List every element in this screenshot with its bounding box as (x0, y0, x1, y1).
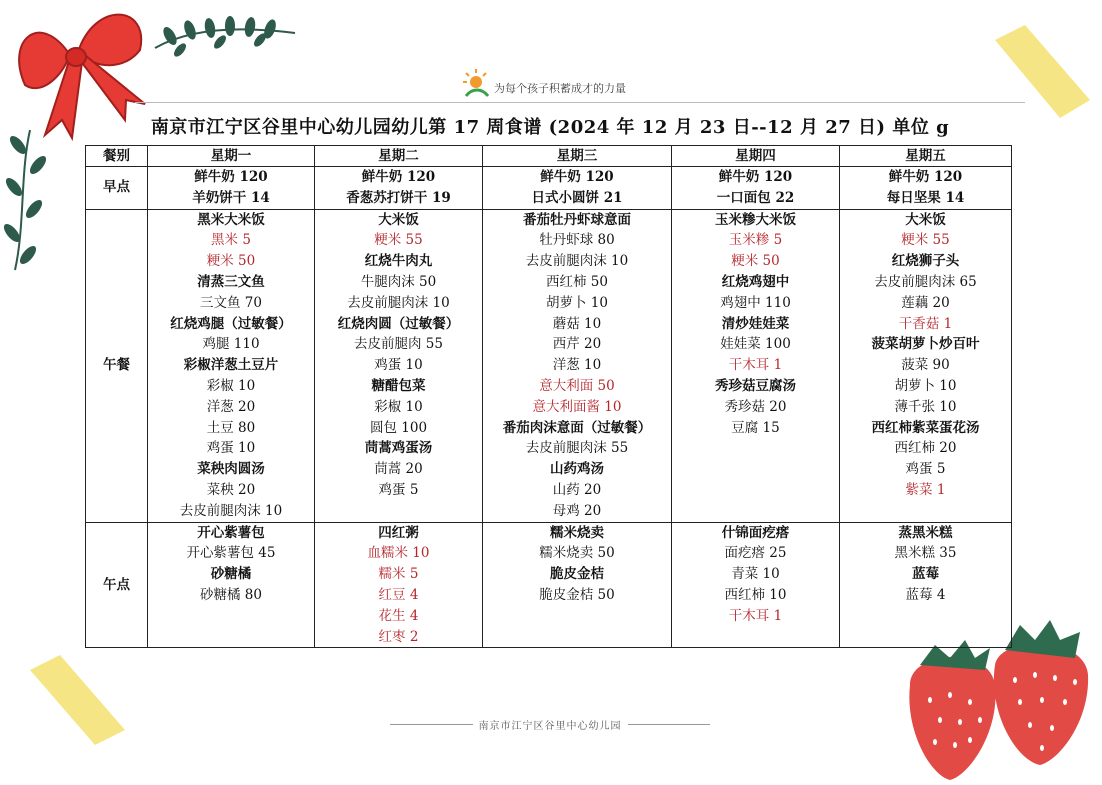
slogan-text: 为每个孩子积蓄成才的力量 (494, 82, 626, 95)
day-header: 星期一 (148, 146, 315, 167)
header-row (86, 146, 1012, 167)
ingredient: 牡丹虾球 80 (539, 232, 615, 249)
dish-name: 红烧鸡腿（过敏餐） (170, 315, 292, 332)
dish-name: 香葱苏打饼干 19 (346, 189, 451, 206)
ingredient: 粳米 55 (901, 232, 950, 249)
ingredient: 莲藕 20 (901, 294, 950, 311)
dish-name: 鲜牛奶 120 (888, 169, 963, 185)
dish-name: 番茄肉沫意面（过敏餐） (502, 419, 652, 436)
corner-header: 餐别 (86, 146, 148, 167)
weekly-menu-table (85, 145, 1012, 648)
menu-cell (148, 522, 315, 648)
page-title: 南京市江宁区谷里中心幼儿园幼儿第 17 周食谱 (2024 年 12 月 23 日--12 月 27 日) 单位 g (150, 117, 950, 138)
ingredient: 面疙瘩 25 (724, 545, 787, 562)
dish-name: 羊奶饼干 14 (192, 189, 270, 206)
dish-name: 菜秧肉圆汤 (197, 461, 265, 478)
dish-name: 彩椒洋葱土豆片 (183, 357, 279, 374)
ingredient: 紫菜 1 (905, 481, 946, 498)
meal-label: 早点 (86, 167, 148, 210)
menu-cell (840, 167, 1012, 210)
ingredient: 西红柿 50 (546, 273, 608, 290)
ingredient: 秀珍菇 20 (724, 398, 787, 415)
ingredient: 去皮前腿肉沫 65 (874, 273, 977, 290)
ingredient: 胡萝卜 10 (546, 294, 608, 311)
meal-row-afternoon (86, 522, 1012, 648)
ingredient: 土豆 80 (206, 419, 256, 436)
dish-name: 大米饭 (905, 211, 946, 228)
meal-label: 午点 (86, 522, 148, 648)
ingredient: 红枣 2 (378, 628, 419, 645)
ingredient: 意大利面酱 10 (532, 398, 622, 415)
dish-name: 四红粥 (378, 524, 419, 541)
dish-name: 日式小圆饼 21 (531, 189, 623, 206)
dish-name: 每日坚果 14 (886, 189, 965, 206)
ingredient: 血糯米 10 (367, 545, 430, 562)
ingredient: 西红柿 20 (894, 440, 957, 457)
ingredient: 砂糖橘 80 (200, 586, 262, 603)
ingredient: 彩椒 10 (374, 398, 423, 415)
ingredient: 粳米 50 (731, 253, 780, 270)
ingredient: 豆腐 15 (731, 419, 780, 436)
footer-text: 南京市江宁区谷里中心幼儿园 (478, 721, 622, 732)
day-header: 星期二 (315, 146, 483, 167)
ingredient: 糯米 5 (378, 566, 419, 583)
ingredient: 玉米糁 5 (728, 232, 783, 249)
ingredient: 青菜 10 (731, 566, 780, 583)
ingredient: 蘑菇 10 (552, 315, 602, 332)
ingredient: 红豆 4 (378, 586, 419, 603)
ingredient: 去皮前腿肉沫 10 (525, 253, 629, 270)
dish-name: 黑米大米饭 (197, 211, 265, 228)
dish-name: 鲜牛奶 120 (540, 169, 614, 185)
ingredient: 去皮前腿肉 55 (354, 336, 443, 353)
dish-name: 糖醋包菜 (371, 377, 426, 394)
meal-row-lunch (86, 209, 1012, 522)
meal-label: 午餐 (86, 209, 148, 522)
dish-name: 红烧肉圆（过敏餐） (337, 315, 460, 332)
menu-cell (315, 522, 483, 648)
ingredient: 意大利面 50 (539, 377, 615, 394)
ingredient: 鸡蛋 10 (206, 440, 256, 457)
menu-cell (840, 209, 1012, 522)
ingredient: 母鸡 20 (552, 502, 602, 519)
menu-cell (672, 209, 840, 522)
dish-name: 糯米烧卖 (550, 524, 604, 541)
dish-name: 红烧牛肉丸 (364, 253, 433, 270)
menu-cell (315, 167, 483, 210)
ingredient: 干木耳 1 (728, 607, 783, 624)
ingredient: 西红柿 10 (724, 586, 787, 603)
dish-name: 一口面包 22 (716, 189, 795, 206)
ingredient: 去皮前腿肉沫 10 (347, 294, 450, 311)
vine-leaves-left-icon (0, 125, 50, 275)
menu-cell (672, 167, 840, 210)
dish-name: 山药鸡汤 (550, 461, 604, 478)
dish-name: 脆皮金桔 (550, 566, 604, 583)
ingredient: 胡萝卜 10 (894, 377, 957, 394)
footer (390, 717, 710, 732)
ingredient: 牛腿肉沫 50 (360, 273, 437, 290)
dish-name: 大米饭 (378, 211, 419, 228)
footer-line-right (628, 724, 711, 725)
dish-name: 蒸黑米糕 (898, 524, 953, 541)
dish-name: 蓝莓 (912, 566, 939, 583)
menu-cell (148, 167, 315, 210)
dish-name: 红烧鸡翅中 (721, 273, 790, 290)
ingredient: 洋葱 10 (552, 357, 602, 374)
dish-name: 玉米糁大米饭 (715, 211, 796, 228)
dish-name: 砂糖橘 (210, 566, 252, 583)
ingredient: 去皮前腿肉沫 10 (179, 502, 283, 519)
vine-leaves-icon (150, 8, 300, 58)
ingredient: 薄千张 10 (894, 398, 957, 415)
menu-cell (315, 209, 483, 522)
dish-name: 鲜牛奶 120 (194, 169, 268, 185)
ingredient: 鸡蛋 5 (905, 461, 946, 478)
dish-name: 鲜牛奶 120 (361, 169, 436, 185)
menu-cell (483, 209, 672, 522)
ingredient: 鸡蛋 10 (374, 357, 423, 374)
header-divider (135, 102, 1025, 103)
sun-logo-icon (462, 68, 490, 100)
ingredient: 彩椒 10 (206, 377, 256, 394)
ingredient: 黑米 5 (211, 232, 251, 249)
ingredient: 菜秧 20 (206, 481, 256, 498)
ingredient: 西芹 20 (552, 336, 602, 353)
ingredient: 娃娃菜 100 (720, 336, 791, 353)
dish-name: 红烧狮子头 (891, 253, 960, 270)
school-slogan (462, 64, 626, 100)
ingredient: 花生 4 (378, 607, 419, 624)
dish-name: 清蒸三文鱼 (197, 273, 265, 290)
dish-name: 鲜牛奶 120 (718, 169, 793, 185)
day-header: 星期五 (840, 146, 1012, 167)
menu-cell (483, 522, 672, 648)
ingredient: 鸡翅中 110 (720, 294, 791, 311)
ingredient: 粳米 50 (206, 253, 256, 270)
ingredient: 圆包 100 (369, 419, 428, 436)
yellow-tape-bottom-icon (25, 640, 135, 750)
dish-name: 什锦面疙瘩 (721, 524, 790, 541)
dish-name: 清炒娃娃菜 (721, 315, 790, 332)
ingredient: 鸡腿 110 (202, 336, 260, 353)
footer-line-left (390, 724, 473, 725)
ingredient: 糯米烧卖 50 (539, 545, 615, 562)
menu-cell (148, 209, 315, 522)
ingredient: 干木耳 1 (728, 357, 783, 374)
ingredient: 粳米 55 (374, 232, 423, 249)
day-header: 星期四 (672, 146, 840, 167)
ingredient: 茼蒿 20 (374, 461, 423, 478)
ingredient: 菠菜 90 (901, 357, 950, 374)
ingredient: 山药 20 (552, 481, 602, 498)
dish-name: 菠菜胡萝卜炒百叶 (871, 336, 980, 353)
dish-name: 茼蒿鸡蛋汤 (364, 440, 433, 457)
menu-cell (483, 167, 672, 210)
ingredient: 去皮前腿肉沫 55 (525, 440, 629, 457)
ingredient: 鸡蛋 5 (378, 481, 419, 498)
ingredient: 黑米糕 35 (894, 545, 957, 562)
meal-row-morning (86, 167, 1012, 210)
ingredient: 蓝莓 4 (905, 586, 946, 603)
menu-cell (672, 522, 840, 648)
menu-cell (840, 522, 1012, 648)
day-header: 星期三 (483, 146, 672, 167)
dish-name: 西红柿紫菜蛋花汤 (871, 419, 980, 436)
yellow-tape-icon (985, 20, 1095, 120)
dish-name: 番茄牡丹虾球意面 (523, 211, 631, 228)
ingredient: 脆皮金桔 50 (539, 586, 615, 603)
ingredient: 开心紫薯包 45 (186, 545, 276, 562)
ingredient: 洋葱 20 (206, 398, 256, 415)
dish-name: 开心紫薯包 (197, 524, 265, 541)
ingredient: 干香菇 1 (898, 315, 953, 332)
dish-name: 秀珍菇豆腐汤 (715, 377, 796, 394)
ingredient: 三文鱼 70 (200, 294, 262, 311)
